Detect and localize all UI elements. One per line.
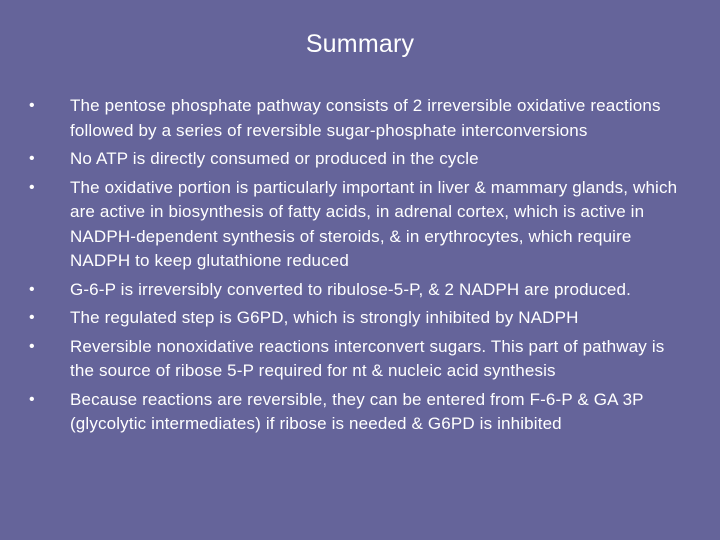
bullet-text: Because reactions are reversible, they can be entered from F-6-P & GA 3P (glycolytic intermediates) if ribose is needed & G6PD is inhibited (70, 389, 644, 433)
bullet-text: Reversible nonoxidative reactions interconvert sugars. This part of pathway is the source of ribose 5-P required for nt & nucleic acid synthesis (70, 336, 665, 380)
bullet-text: No ATP is directly consumed or produced in the cycle (70, 149, 479, 168)
bullet-icon: • (29, 280, 35, 298)
bullet-icon: • (29, 178, 35, 196)
bullet-item (29, 278, 689, 303)
bullet-item (29, 388, 689, 437)
bullet-item (29, 147, 689, 172)
bullet-text: G-6-P is irreversibly converted to ribulose-5-P, & 2 NADPH are produced. (70, 279, 632, 299)
bullet-icon: • (29, 97, 35, 114)
bullet-list (29, 94, 689, 441)
bullet-text: The pentose phosphate pathway consists of 2 irreversible oxidative reactions followed by a series of reversible sugar-phosphate interconversions (70, 96, 661, 140)
bullet-text: The regulated step is G6PD, which is strongly inhibited by NADPH (70, 308, 579, 327)
bullet-icon: • (29, 390, 35, 408)
bullet-icon: • (29, 150, 35, 167)
slide-title: Summary (305, 30, 415, 58)
bullet-item (29, 94, 689, 143)
bullet-item (29, 176, 689, 274)
bullet-item (29, 306, 689, 331)
bullet-text: The oxidative portion is particularly important in liver & mammary glands, which are active in biosynthesis of fatty acids, in adrenal cortex, which is active in NADPH-dependent synthesis of steroids, & in erythrocytes, which require NADPH to keep glutathione reduced (70, 177, 678, 270)
bullet-icon: • (29, 309, 35, 326)
bullet-item (29, 335, 689, 384)
bullet-icon: • (29, 337, 35, 355)
